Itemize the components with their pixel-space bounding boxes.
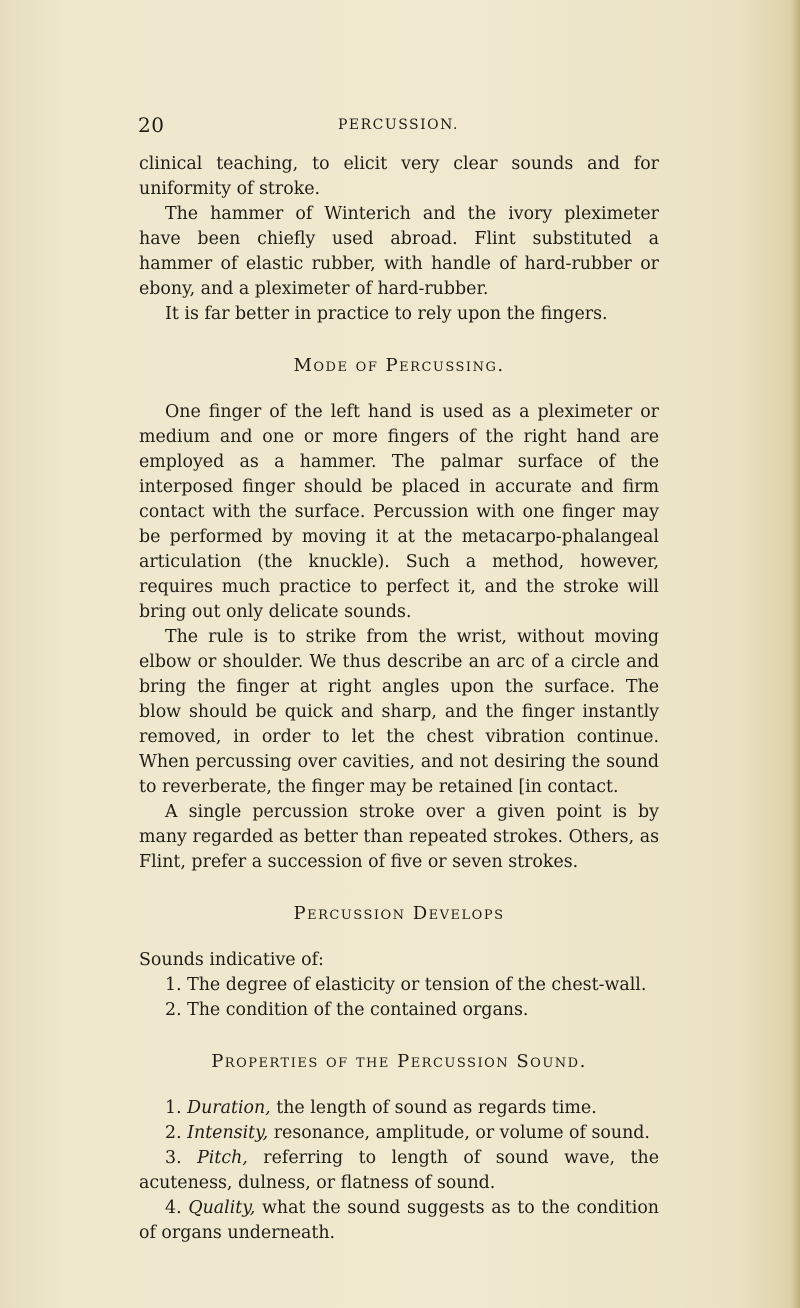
running-head: PERCUSSION.	[338, 117, 459, 133]
page-header	[138, 113, 658, 139]
list-item-text: The degree of elasticity or tension of the chest-wall.	[187, 975, 647, 995]
list-item-number: 3.	[165, 1148, 182, 1168]
list-item-number: 2.	[165, 1123, 182, 1143]
list-item	[139, 1196, 659, 1246]
heading-properties-percussion-sound: Properties of the Percussion Sound.	[211, 1051, 587, 1072]
list-item-number: 4.	[165, 1198, 182, 1218]
heading-percussion-develops: Percussion Develops	[293, 903, 505, 924]
paragraph-sounds-indicative: Sounds indicative of:	[139, 950, 324, 970]
list-item-text: the length of sound as regards time.	[270, 1098, 597, 1118]
list-item-number: 2.	[165, 1000, 182, 1020]
page-number: 20	[138, 113, 165, 137]
list-item-text: resonance, amplitude, or volume of sound.	[268, 1123, 650, 1143]
list-item-number: 1.	[165, 1098, 182, 1118]
paragraph-continuation: clinical teaching, to elicit very clear sounds and for uniformity of stroke.	[139, 154, 659, 199]
list-item-term: Pitch,	[197, 1148, 248, 1168]
list-item-number: 1.	[165, 975, 182, 995]
list-item-term: Duration,	[187, 1098, 271, 1118]
list-item	[139, 1121, 659, 1146]
list-item-text: what the sound suggests as to the condition of organs underneath.	[139, 1198, 660, 1243]
paragraph-single-stroke: A single percussion stroke over a given point is by many regarded as better than repeated strokes. Others, as Flint, prefer a succession of five or seven strokes.	[139, 802, 659, 872]
list-item	[139, 1096, 659, 1121]
list-item-text: The condition of the contained organs.	[187, 1000, 529, 1020]
list-item	[139, 998, 659, 1023]
paragraph-finger-technique: One finger of the left hand is used as a pleximeter or medium and one or more fingers of the right hand are employed as a hammer. The palmar surface of the interposed finger should be placed in accurate and firm contact with the surface. Percussion with one finger may be performed by moving it at the metacarpo-phalangeal articulation (the knuckle). Such a method, however, requires much practice to perfect it, and the stroke will bring out only delicate sounds.	[139, 402, 659, 622]
list-item	[139, 1146, 659, 1196]
paragraph-hammer-pleximeter: The hammer of Winterich and the ivory pleximeter have been chiefly used abroad. Flint substituted a hammer of elastic rubber, with handle of hard-rubber or ebony, and a pleximeter of hard-rubber.	[139, 204, 659, 299]
page-edge-shadow	[790, 0, 800, 1308]
list-item	[139, 973, 659, 998]
list-item-term: Quality,	[188, 1198, 256, 1218]
paragraph-fingers: It is far better in practice to rely upon the fingers.	[165, 304, 608, 324]
page-body	[139, 152, 659, 1246]
heading-mode-of-percussing: Mode of Percussing.	[293, 355, 505, 376]
paragraph-wrist-rule: The rule is to strike from the wrist, without moving elbow or shoulder. We thus describe an arc of a circle and bring the finger at right angles upon the surface. The blow should be quick and sharp, and the finger instantly removed, in order to let the chest vibration continue. When percussing over cavities, and not desiring the sound to reverberate, the finger may be retained [in contact.	[139, 627, 659, 797]
list-item-term: Intensity,	[187, 1123, 269, 1143]
list-item-text: referring to length of sound wave, the acuteness, dulness, or flatness of sound.	[139, 1148, 659, 1193]
